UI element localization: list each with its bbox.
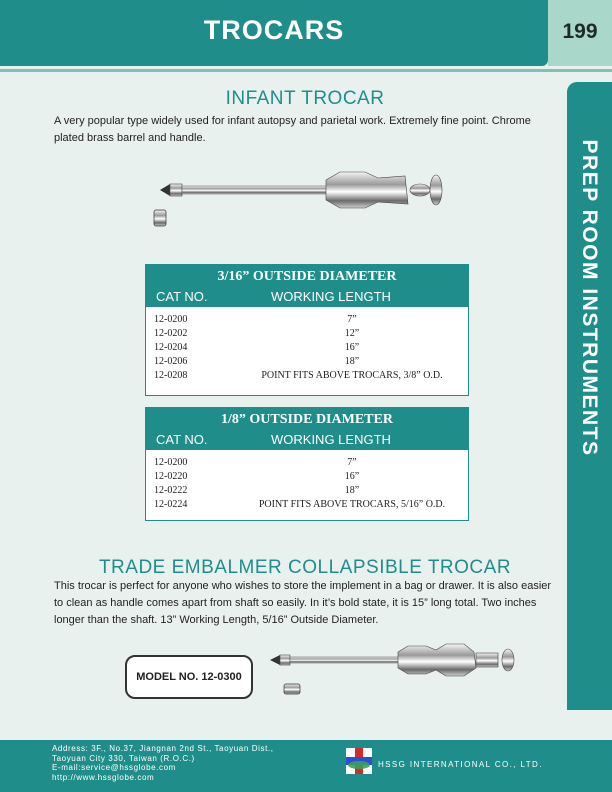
website-text: http://www.hssglobe.com [52, 772, 155, 782]
cat-no: 12-0202 [154, 328, 188, 339]
cat-no: 12-0224 [154, 499, 188, 510]
working-length: 12” [344, 328, 360, 339]
infant-trocar-description: A very popular type widely used for infant autopsy and parietal work. Extremely fine point. Chrome plated brass barrel and handle. [54, 115, 531, 144]
working-length: 16” [344, 342, 360, 353]
table-header [146, 408, 468, 450]
table-row [154, 355, 460, 369]
cat-no: 12-0200 [154, 314, 188, 325]
model-number-box: MODEL NO. 12-0300 [125, 655, 253, 699]
working-length: POINT FITS ABOVE TROCARS, 5/16” O.D. [258, 499, 446, 510]
trade-embalmer-title: TRADE EMBALMER COLLAPSIBLE TROCAR [98, 557, 512, 578]
table-row [154, 341, 460, 355]
trade-embalmer-description: This trocar is perfect for anyone who wishes to store the implement in a bag or drawer. It is also easier to clean as handle comes apart from shaft so easily. In it’s bold state, it is 15” long total. Two inches longer than the shaft. 13” Working Length, 5/16” Outside Diameter. [54, 580, 552, 626]
cat-no: 12-0206 [154, 356, 188, 367]
email-text: E-mail:service@hssglobe.com [52, 763, 176, 772]
page-title: TROCARS [203, 15, 345, 45]
table-title: 1/8” OUTSIDE DIAMETER [221, 412, 393, 427]
table-row [154, 327, 460, 341]
working-length: 16” [344, 471, 360, 482]
working-length: POINT FITS ABOVE TROCARS, 3/8” O.D. [261, 370, 443, 381]
cat-no: 12-0222 [154, 485, 188, 496]
column-header-cat-no: CAT NO. [156, 289, 208, 304]
cat-no: 12-0220 [154, 471, 188, 482]
cat-no: 12-0208 [154, 370, 188, 381]
column-header-working-length: WORKING LENGTH [271, 289, 391, 304]
infant-trocar-title: INFANT TROCAR [225, 88, 385, 109]
column-header-working-length: WORKING LENGTH [271, 432, 391, 447]
table-row [154, 470, 460, 484]
table-row [154, 456, 460, 470]
table-body [146, 450, 468, 518]
company-logo-icon [346, 748, 372, 774]
column-header-cat-no: CAT NO. [156, 432, 208, 447]
working-length: 18” [344, 356, 360, 367]
table-title: 3/16” OUTSIDE DIAMETER [217, 269, 397, 284]
table-row [154, 484, 460, 498]
table-header [146, 265, 468, 307]
cat-no: 12-0200 [154, 457, 188, 468]
table-row [154, 369, 460, 383]
address-line-1: Address: 3F., No.37, Jiangnan 2nd St., Taoyuan Dist., [52, 744, 274, 753]
working-length: 18” [344, 485, 360, 496]
working-length: 7” [347, 314, 357, 325]
table-1-8-outside-diameter [145, 407, 469, 521]
cat-no: 12-0204 [154, 342, 188, 353]
table-body [146, 307, 468, 389]
table-row [154, 313, 460, 327]
header-divider [0, 69, 612, 72]
page-number: 199 [548, 0, 612, 66]
table-3-16-outside-diameter [145, 264, 469, 396]
table-row [154, 498, 460, 512]
infant-trocar-image [150, 160, 446, 230]
company-name: HSSG INTERNATIONAL CO., LTD. [378, 760, 543, 769]
side-category-label: PREP ROOM INSTRUMENTS [578, 139, 601, 457]
working-length: 7” [347, 457, 357, 468]
company-contact [52, 744, 274, 782]
address-line-2: Taoyuan City 330, Taiwan (R.O.C.) [52, 753, 195, 763]
collapsible-trocar-image [266, 640, 518, 706]
